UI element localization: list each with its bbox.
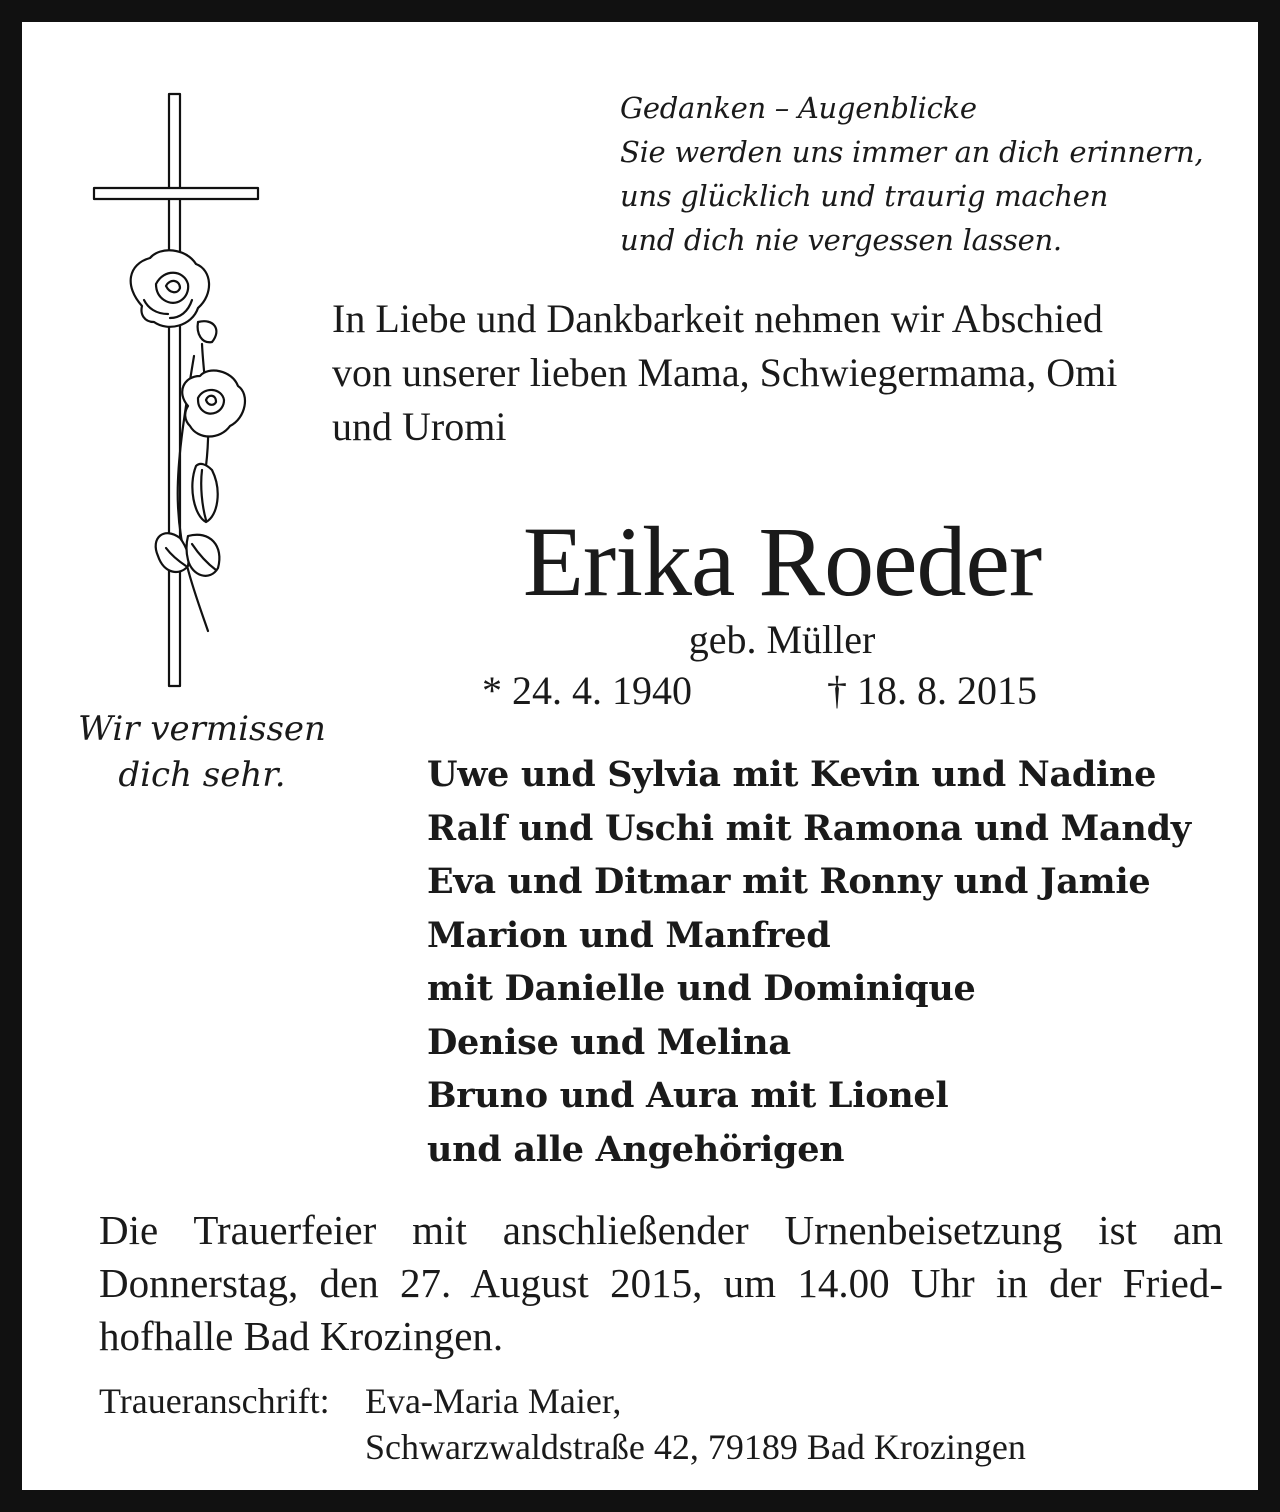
family-line: Eva und Ditmar mit Ronny und Jamie: [427, 861, 1151, 902]
ceremony-line: Die Trauerfeier mit anschließender Urnenbeisetzung ist am: [99, 1207, 1223, 1253]
deceased-name: Erika Roeder: [522, 506, 1042, 617]
family-line: Ralf und Uschi mit Ramona und Mandy: [427, 807, 1191, 849]
intro-line: In Liebe und Dankbarkeit nehmen wir Abschied: [332, 296, 1103, 341]
address-label: Traueranschrift:: [99, 1381, 330, 1421]
missing-line: Wir vermissen: [78, 709, 326, 749]
intro-line: und Uromi: [332, 404, 507, 449]
family-line: Bruno und Aura mit Lionel: [427, 1075, 949, 1116]
ceremony-info: [99, 1204, 1223, 1363]
ceremony-line: hofhalle Bad Krozingen.: [99, 1313, 504, 1359]
family-line: mit Danielle und Dominique: [427, 968, 976, 1009]
poem: [620, 86, 1260, 262]
poem-line: Sie werden uns immer an dich erinnern,: [620, 135, 1204, 169]
birth-name: geb. Müller: [688, 617, 876, 662]
missing-line: dich sehr.: [118, 755, 286, 795]
family-line: Denise und Melina: [427, 1021, 791, 1063]
poem-line: und dich nie vergessen lassen.: [620, 223, 1062, 257]
address-name: Eva-Maria Maier,: [365, 1381, 622, 1421]
family-line: Marion und Manfred: [427, 914, 831, 956]
family-list: [427, 748, 1247, 1176]
ceremony-line: Donnerstag, den 27. August 2015, um 14.00 Uhr in der Fried-: [99, 1260, 1223, 1306]
intro-text: [332, 292, 1252, 454]
address-street: Schwarzwaldstraße 42, 79189 Bad Krozingen: [365, 1427, 1026, 1467]
missing-you-text: [62, 706, 342, 798]
death-date: † 18. 8. 2015: [827, 668, 1037, 713]
intro-line: von unserer lieben Mama, Schwiegermama, Omi: [332, 350, 1118, 395]
poem-line: Gedanken – Augenblicke: [620, 91, 977, 125]
birth-date: * 24. 4. 1940: [482, 668, 692, 713]
poem-line: uns glücklich und traurig machen: [620, 179, 1108, 213]
family-line: Uwe und Sylvia mit Kevin und Nadine: [427, 754, 1157, 795]
cross-with-roses-icon: [84, 86, 274, 696]
family-line: und alle Angehörigen: [427, 1128, 845, 1170]
